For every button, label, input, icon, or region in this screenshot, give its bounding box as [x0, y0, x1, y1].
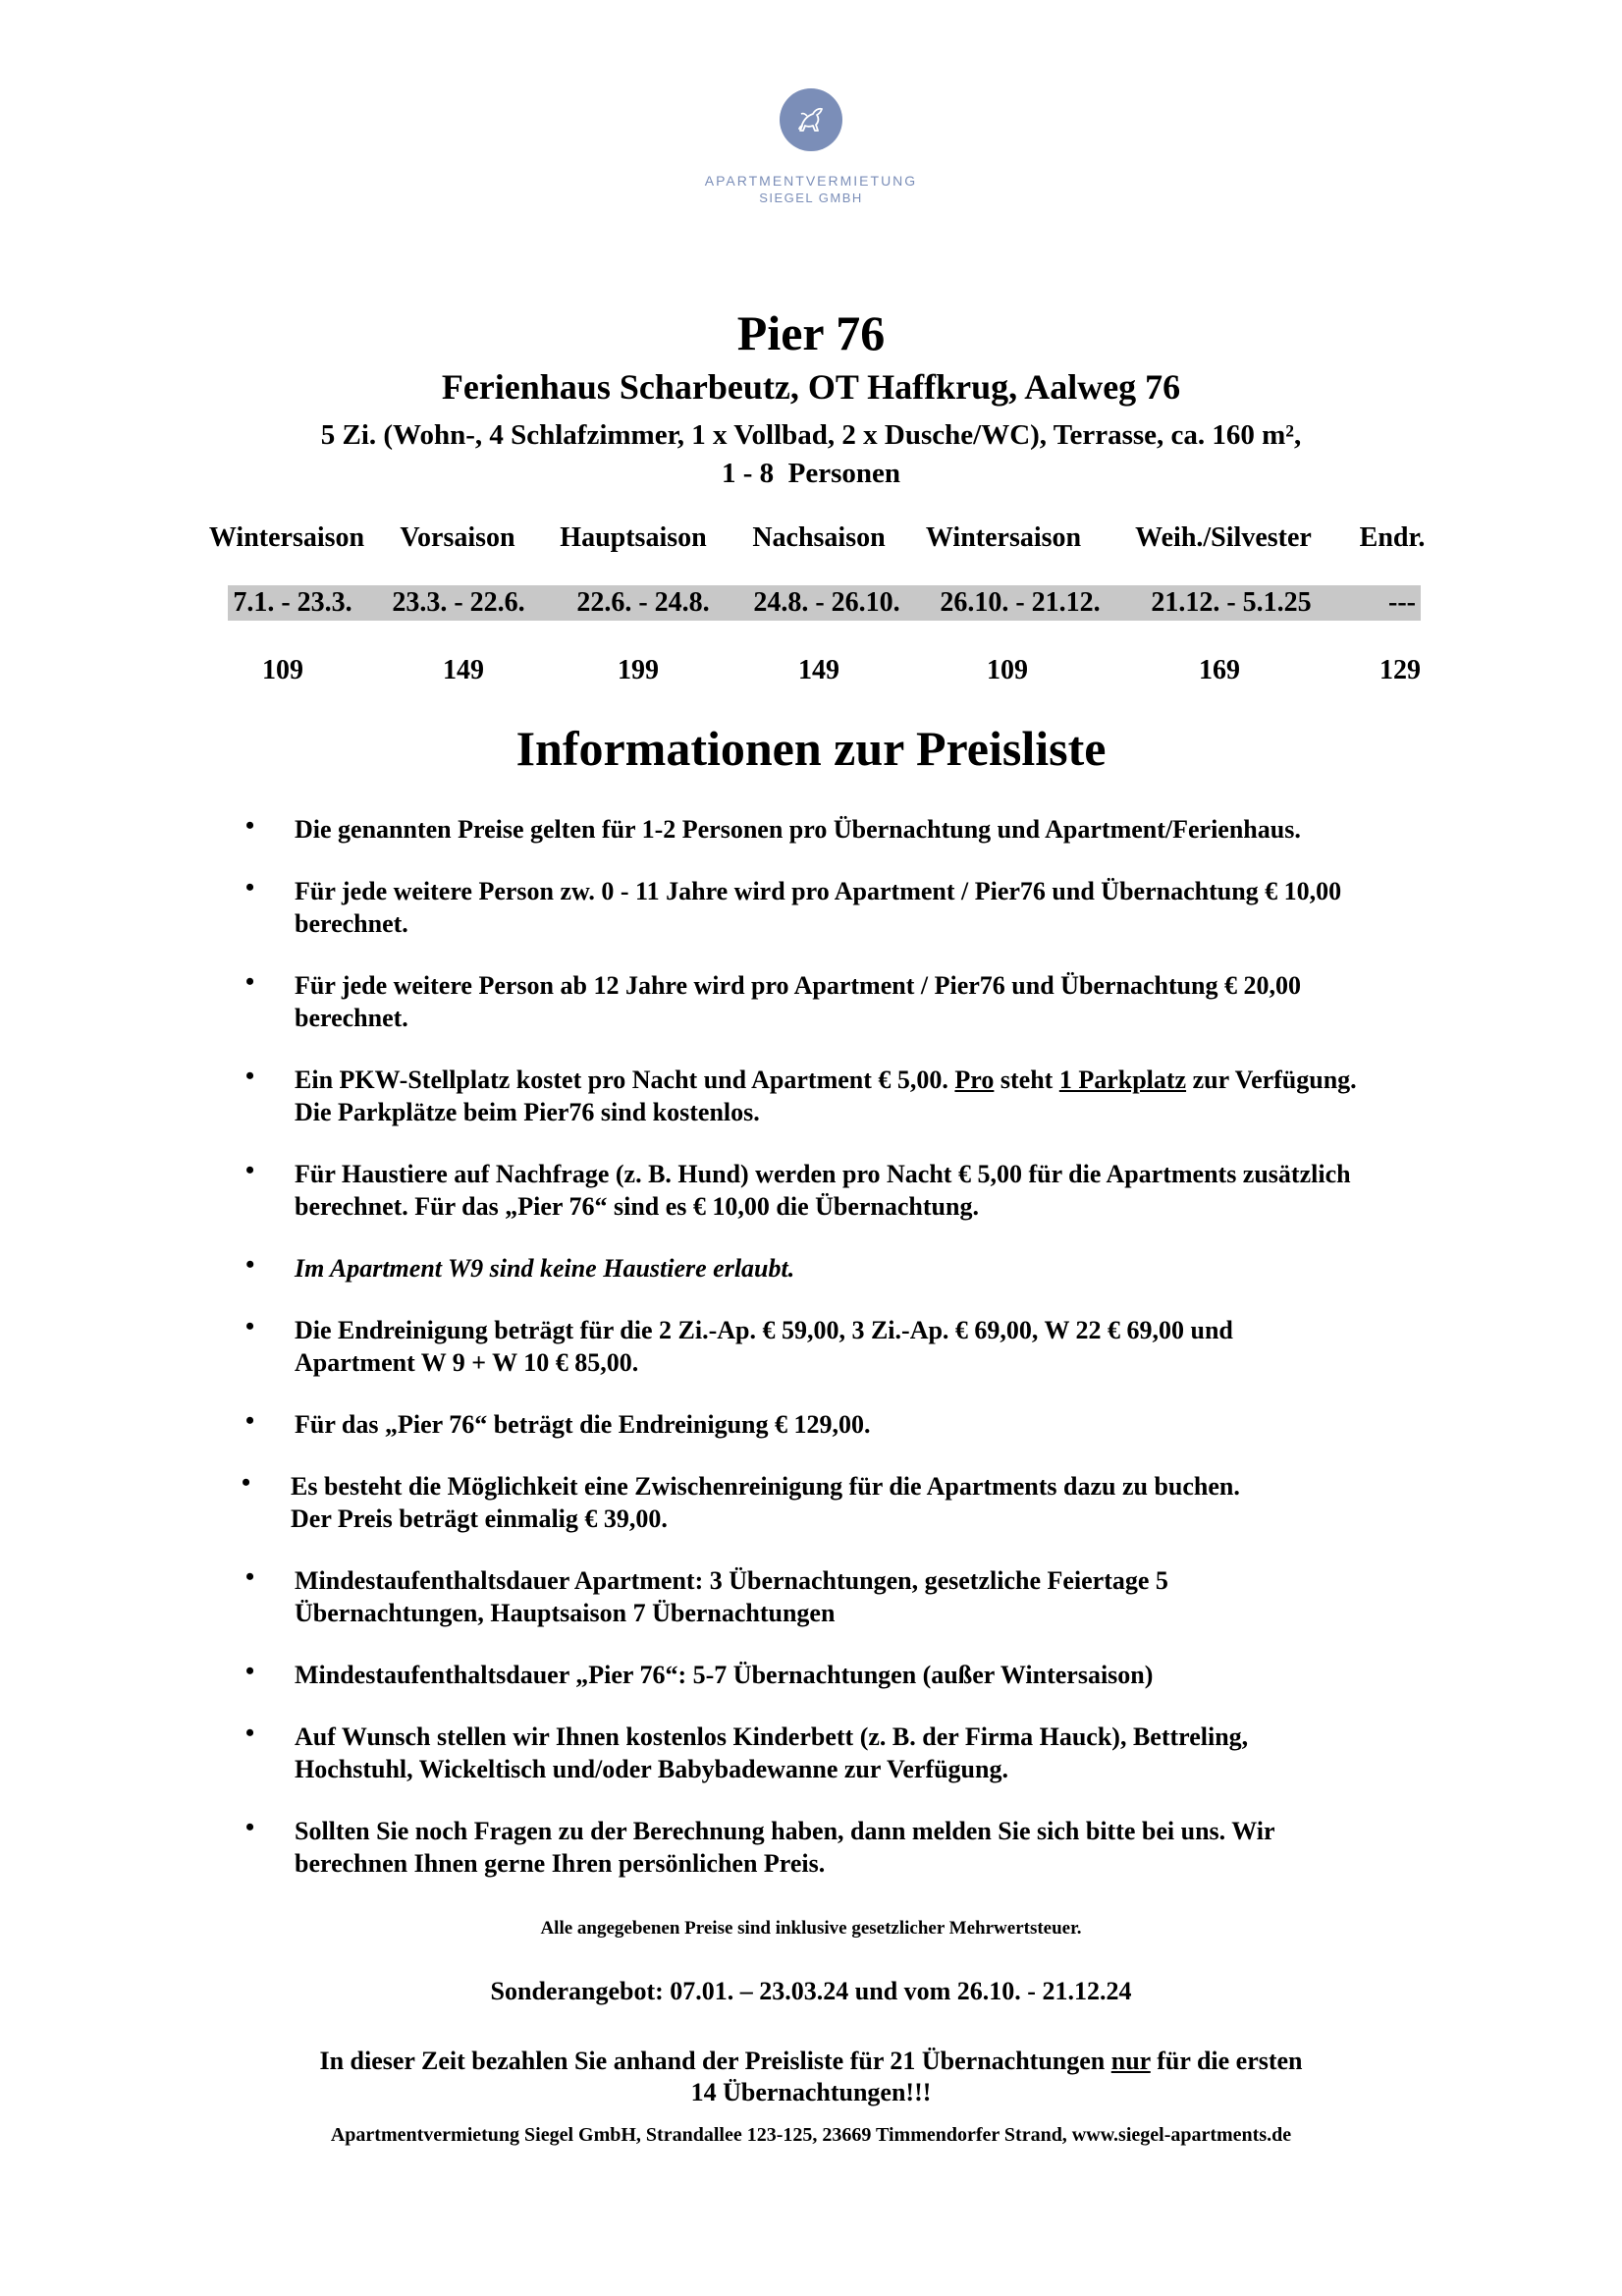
season-header: Hauptsaison	[560, 522, 707, 553]
season-price: 199	[618, 655, 659, 685]
special-offer: Sonderangebot: 07.01. – 23.03.24 und vom 26.10. - 21.12.24	[490, 1977, 1132, 2005]
list-item: • Mindestaufenthaltsdauer „Pier 76“: 5-7 Übernachtungen (außer Wintersaison)	[295, 1659, 1453, 1691]
logo-company-suffix: SIEGEL GMBH	[759, 191, 863, 205]
season-dates: ---	[1388, 587, 1416, 618]
list-item: • Ein PKW-Stellplatz kostet pro Nacht und Apartment € 5,00. Pro steht 1 Parkplatz zur Verfügung. Die Parkplätze beim Pier76 sind kostenlos.	[295, 1064, 1453, 1128]
horse-icon	[780, 88, 842, 151]
list-item: • Für jede weitere Person zw. 0 - 11 Jahre wird pro Apartment / Pier76 und Übernachtung € 10,00 berechnet.	[295, 875, 1453, 940]
season-header: Wintersaison	[925, 522, 1082, 553]
property-subtitle: Ferienhaus Scharbeutz, OT Haffkrug, Aalweg 76	[441, 367, 1181, 407]
list-item: • Mindestaufenthaltsdauer Apartment: 3 Übernachtungen, gesetzliche Feiertage 5 Übernachtungen, Hauptsaison 7 Übernachtungen	[295, 1564, 1453, 1629]
list-item: • Die genannten Preise gelten für 1-2 Personen pro Übernachtung und Apartment/Ferienhaus.	[295, 813, 1453, 846]
season-price: 129	[1379, 655, 1421, 685]
season-header: Endr.	[1359, 522, 1426, 553]
season-price: 109	[987, 655, 1028, 685]
season-dates: 22.6. - 24.8.	[576, 587, 710, 618]
list-item: • Für Haustiere auf Nachfrage (z. B. Hund) werden pro Nacht € 5,00 für die Apartments zusätzlich berechnet. Für das „Pier 76“ sind es € 10,00 die Übernachtung.	[295, 1158, 1453, 1223]
season-dates: 26.10. - 21.12.	[940, 587, 1101, 618]
season-header: Vorsaison	[400, 522, 515, 553]
season-dates: 7.1. - 23.3.	[233, 587, 352, 618]
info-heading: Informationen zur Preisliste	[515, 721, 1107, 776]
list-item: • Die Endreinigung beträgt für die 2 Zi.-Ap. € 59,00, 3 Zi.-Ap. € 69,00, W 22 € 69,00 und Apartment W 9 + W 10 € 85,00.	[295, 1314, 1453, 1379]
page-title: Pier 76	[736, 305, 886, 360]
season-dates: 21.12. - 5.1.25	[1151, 587, 1312, 618]
list-item: • Auf Wunsch stellen wir Ihnen kostenlos Kinderbett (z. B. der Firma Hauck), Bettreling, Hochstuhl, Wickeltisch und/oder Babybadewanne zur Verfügung.	[295, 1721, 1453, 1785]
season-dates: 24.8. - 26.10.	[753, 587, 900, 618]
season-price: 149	[798, 655, 839, 685]
offer-text: In dieser Zeit bezahlen Sie anhand der Preisliste für 21 Übernachtungen nur für die ersten 14 Übernachtungen!!!	[319, 2047, 1303, 2106]
list-item: • Es besteht die Möglichkeit eine Zwischenreinigung für die Apartments dazu zu buchen. Der Preis beträgt einmalig € 39,00.	[291, 1470, 1453, 1535]
company-logo	[0, 88, 1622, 205]
property-description: 5 Zi. (Wohn-, 4 Schlafzimmer, 1 x Vollbad, 2 x Dusche/WC), Terrasse, ca. 160 m²,	[320, 419, 1302, 451]
season-price: 109	[262, 655, 303, 685]
vat-note: Alle angegebenen Preise sind inklusive gesetzlicher Mehrwertsteuer.	[540, 1918, 1082, 1939]
list-item: • Für jede weitere Person ab 12 Jahre wird pro Apartment / Pier76 und Übernachtung € 20,00 berechnet.	[295, 969, 1453, 1034]
logo-company-name: APARTMENTVERMIETUNG	[704, 173, 918, 189]
season-header: Nachsaison	[752, 522, 886, 553]
season-dates: 23.3. - 22.6.	[392, 587, 525, 618]
footer-address: Apartmentvermietung Siegel GmbH, Strandallee 123-125, 23669 Timmendorfer Strand, www.siegel-apartments.de	[330, 2124, 1292, 2146]
list-item: • Sollten Sie noch Fragen zu der Berechnung haben, dann melden Sie sich bitte bei uns. Wir berechnen Ihnen gerne Ihren persönlichen Preis.	[295, 1815, 1453, 1880]
season-price: 149	[443, 655, 484, 685]
list-item: • Für das „Pier 76“ beträgt die Endreinigung € 129,00.	[295, 1408, 1453, 1441]
info-list	[291, 813, 1453, 1909]
season-price: 169	[1199, 655, 1240, 685]
property-persons: 1 - 8 Personen	[721, 458, 901, 489]
season-header: Weih./Silvester	[1135, 522, 1312, 553]
season-header: Wintersaison	[208, 522, 365, 553]
list-item: • Im Apartment W9 sind keine Haustiere erlaubt.	[295, 1252, 1453, 1285]
